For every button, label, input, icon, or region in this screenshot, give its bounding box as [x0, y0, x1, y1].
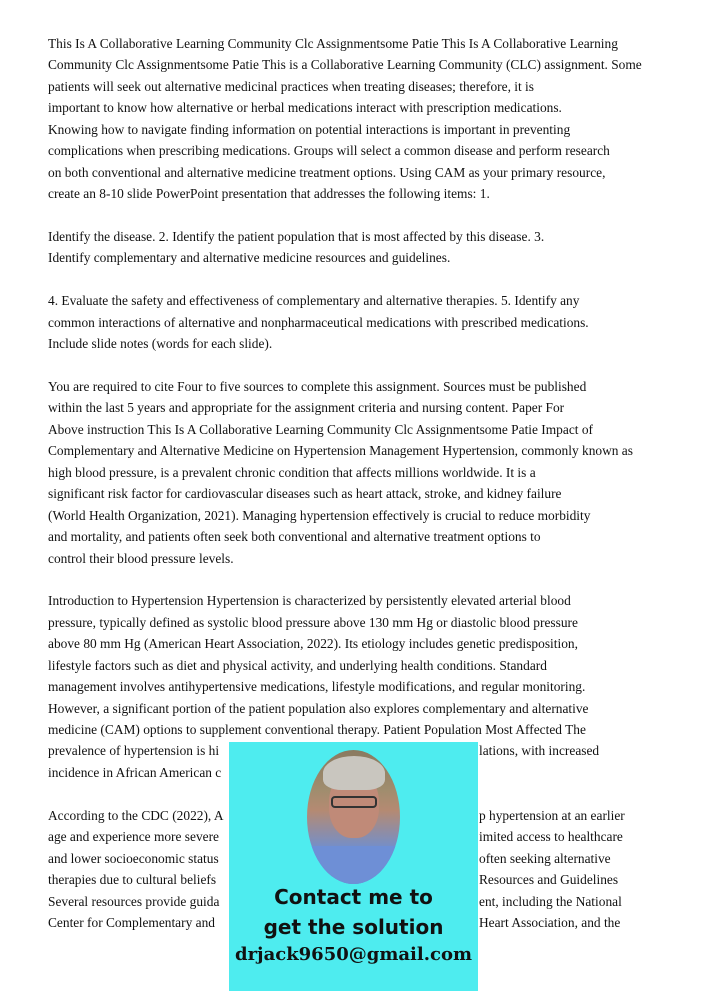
text-line-right: imited access to healthcare	[479, 829, 623, 845]
text-line-right: p hypertension at an earlier	[479, 807, 625, 823]
contact-ad-overlay[interactable]	[229, 742, 478, 991]
text-line-left: age and experience more severe	[48, 829, 219, 845]
text-line	[48, 505, 688, 526]
text-line	[48, 183, 688, 204]
text-line-right: Resources and Guidelines	[479, 872, 619, 888]
text-line	[48, 548, 688, 569]
text-line-left: Introduction to Hypertension Hypertension is characterized by persistently elevated arterial blood	[48, 593, 571, 609]
text-line-left: therapies due to cultural beliefs	[48, 872, 217, 888]
text-line-right: Heart Association, and the	[479, 914, 621, 930]
ad-email[interactable]: drjack9650@gmail.com	[234, 944, 473, 965]
paragraph-break	[48, 205, 688, 226]
text-line	[48, 312, 688, 333]
text-line-left: high blood pressure, is a prevalent chronic condition that affects millions worldwide. It is a	[48, 464, 536, 480]
text-line-left: significant risk factor for cardiovascular diseases such as heart attack, stroke, and kidney failure	[48, 486, 562, 502]
text-line-left: control their blood pressure levels.	[48, 550, 234, 566]
text-line-left: Center for Complementary and	[48, 914, 215, 930]
text-line-left: medicine (CAM) options to supplement conventional therapy. Patient Population Most Affected The	[48, 722, 586, 737]
text-line-left: Identify the disease. 2. Identify the patient population that is most affected by this disease. 3.	[48, 228, 545, 244]
text-line	[48, 333, 688, 354]
text-line-left: patients will seek out alternative medicinal practices when treating diseases; therefore, it is	[48, 78, 534, 94]
text-line-left: Include slide notes (words for each slide).	[48, 336, 273, 352]
text-line-left: lifestyle factors such as diet and physical activity, and underlying health conditions. Standard	[48, 657, 547, 673]
text-line-left: important to know how alternative or herbal medications interact with prescription medications.	[48, 100, 562, 116]
text-line-left: complications when prescribing medications. Groups will select a common disease and perform research	[48, 143, 610, 159]
text-line-right: often seeking alternative	[479, 850, 611, 866]
paragraph-break	[48, 355, 688, 376]
text-line-left: According to the CDC (2022), A	[48, 807, 224, 823]
text-line	[48, 612, 688, 633]
text-line-left: Identify complementary and alternative medicine resources and guidelines.	[48, 250, 451, 266]
text-line	[48, 590, 688, 611]
paragraph-break	[48, 569, 688, 590]
text-line	[48, 54, 688, 75]
text-line-left: (World Health Organization, 2021). Managing hypertension effectively is crucial to reduce morbidity	[48, 507, 591, 523]
text-line-left: management involves antihypertensive medications, lifestyle modifications, and regular monitoring.	[48, 679, 586, 695]
text-line-left: common interactions of alternative and nonpharmaceutical medications with prescribed medications.	[48, 314, 589, 330]
text-line-left: prevalence of hypertension is hi	[48, 743, 220, 759]
text-line-left: within the last 5 years and appropriate for the assignment criteria and nursing content. Paper For	[48, 400, 565, 416]
text-line	[48, 376, 688, 397]
text-line	[48, 633, 688, 654]
text-line	[48, 247, 688, 268]
text-line-left: Complementary and Alternative Medicine on Hypertension Management Hypertension, commonly known as	[48, 443, 633, 459]
paragraph-break	[48, 269, 688, 290]
author-photo	[307, 750, 400, 884]
text-line-left: Knowing how to navigate finding information on potential interactions is important in preventing	[48, 121, 571, 137]
text-line-left: 4. Evaluate the safety and effectiveness of complementary and alternative therapies. 5. Identify any	[48, 293, 580, 309]
text-line	[48, 526, 688, 547]
text-line	[48, 719, 688, 740]
text-line-left: This Is A Collaborative Learning Community Clc Assignmentsome Patie This Is A Collaborative Learning	[48, 36, 618, 51]
text-line	[48, 419, 688, 440]
text-line	[48, 440, 688, 461]
text-line	[48, 140, 688, 161]
text-line-right: ent, including the National	[479, 893, 622, 909]
ad-headline-line-2: get the solution	[263, 915, 444, 939]
text-line-left: You are required to cite Four to five sources to complete this assignment. Sources must be published	[48, 379, 587, 394]
text-line	[48, 290, 688, 311]
text-line-left: Above instruction This Is A Collaborative Learning Community Clc Assignmentsome Patie Impact of	[48, 421, 593, 437]
text-line	[48, 97, 688, 118]
text-line	[48, 33, 688, 54]
ad-headline	[229, 882, 478, 942]
text-line	[48, 462, 688, 483]
text-line-left: Community Clc Assignmentsome Patie This is a Collaborative Learning Community (CLC) assignment. Some	[48, 57, 642, 73]
text-line-left: create an 8-10 slide PowerPoint presentation that addresses the following items: 1.	[48, 186, 490, 202]
text-line-left: and lower socioeconomic status	[48, 850, 219, 866]
text-line-right: lations, with increased	[479, 743, 600, 759]
text-line	[48, 483, 688, 504]
text-line	[48, 76, 688, 97]
text-line	[48, 226, 688, 247]
text-line-left: and mortality, and patients often seek both conventional and alternative treatment options to	[48, 529, 541, 545]
ad-headline-line-1: Contact me to	[274, 885, 433, 909]
text-line	[48, 676, 688, 697]
text-line	[48, 698, 688, 719]
text-line	[48, 655, 688, 676]
text-line-left: incidence in African American c	[48, 764, 222, 780]
text-line	[48, 397, 688, 418]
text-line-left: However, a significant portion of the patient population also explores complementary and alternative	[48, 700, 589, 716]
text-line-left: pressure, typically defined as systolic blood pressure above 130 mm Hg or diastolic blood pressure	[48, 614, 578, 630]
text-line-left: Several resources provide guida	[48, 893, 220, 909]
text-line	[48, 162, 688, 183]
text-line-left: on both conventional and alternative medicine treatment options. Using CAM as your primary resource,	[48, 164, 606, 180]
text-line-left: above 80 mm Hg (American Heart Association, 2022). Its etiology includes genetic predisposition,	[48, 636, 578, 652]
text-line	[48, 119, 688, 140]
